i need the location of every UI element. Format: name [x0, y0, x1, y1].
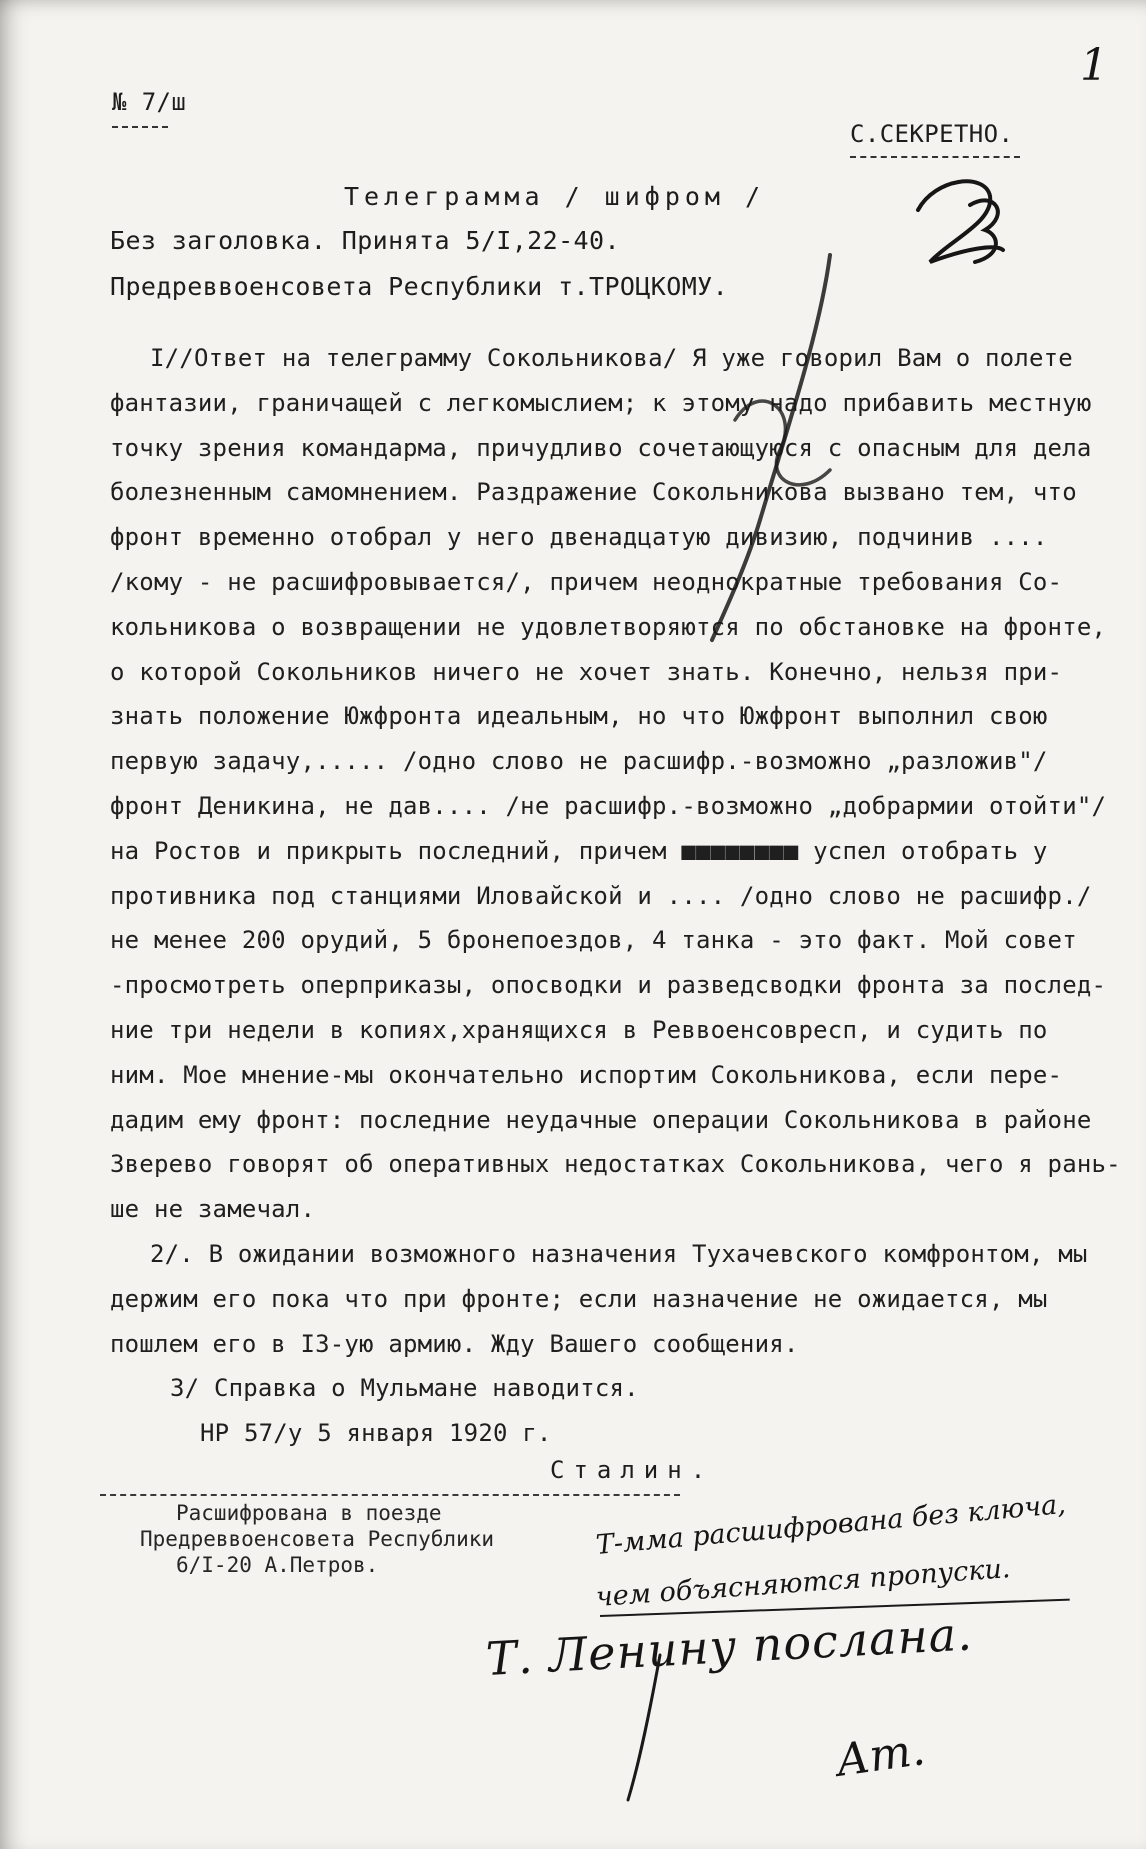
classification-underline — [850, 156, 1020, 158]
accepted-line: Без заголовка. Принята 5/I,22-40. — [110, 226, 620, 255]
body-line: противника под станциями Иловайской и .... /одно слово не расшифр./ — [110, 881, 1092, 910]
addressee-line: Предреввоенсовета Республики т.ТРОЦКОМУ. — [110, 272, 729, 301]
body-line: держим его пока что при фронте; если назначение не ожидается, мы — [110, 1284, 1048, 1313]
body-line: точку зрения командарма, причудливо сочетающуюся с опасным для дела — [110, 433, 1092, 462]
handwritten-note-line: чем объясняются пропуски. — [594, 1553, 1012, 1613]
decoded-note-line: Расшифрована в поезде — [176, 1501, 442, 1525]
body-line: ние три недели в копиях,хранящихся в Реввоенсовресп, и судить по — [110, 1015, 1048, 1044]
body-line: пошлем его в I3-ую армию. Жду Вашего сообщения. — [110, 1329, 799, 1358]
handwritten-sent-note: Т. Ленину послана. — [484, 1606, 974, 1686]
document-number: № 7/ш — [112, 88, 187, 116]
body-line: знать положение Южфронта идеальным, но что Южфронт выполнил свою — [110, 702, 1048, 731]
body-line: ним. Мое мнение-мы окончательно испортим Сокольникова, если пере- — [110, 1060, 1063, 1089]
body-line: Зверево говорят об оперативных недостатках Сокольникова, чего я рань- — [110, 1150, 1121, 1179]
body-line: -просмотреть оперприказы, опосводки и разведсводки фронта за послед- — [110, 971, 1107, 1000]
body-line: кольникова о возвращении не удовлетворяются по обстановке на фронте, — [110, 612, 1107, 641]
page-number: 1 — [1080, 40, 1108, 91]
body-line: 3/ Справка о Мульмане наводится. — [170, 1374, 639, 1403]
decoded-note — [140, 1500, 494, 1578]
body-line: на Ростов и прикрыть последний, причем ■■■■■■■■ успел отобрать у — [110, 836, 1048, 865]
body-line: НР 57/у 5 января 1920 г. — [200, 1419, 552, 1448]
handwritten-25-mark — [918, 181, 1003, 262]
handwritten-initials: Ат. — [832, 1724, 929, 1787]
body-line: фронт временно отобрал у него двенадцатую дивизию, подчинив .... — [110, 523, 1048, 552]
body-line: не менее 200 орудий, 5 бронепоездов, 4 танка - это факт. Мой совет — [110, 926, 1077, 955]
telegram-body — [110, 336, 1121, 1456]
decoded-note-line: 6/I-20 А.Петров. — [176, 1553, 379, 1577]
body-line: болезненным самомнением. Раздражение Сокольникова вызвано тем, что — [110, 478, 1077, 507]
handwritten-note-line: Т-мма расшифрована без ключа, — [594, 1488, 1067, 1561]
body-line: фронт Деникина, не дав.... /не расшифр.-возможно „добрармии отойти"/ — [110, 791, 1107, 820]
body-line: ше не замечал. — [110, 1195, 316, 1224]
body-line: фантазии, граничащей с легкомыслием; к этому надо прибавить местную — [110, 388, 1092, 417]
body-line: о которой Сокольников ничего не хочет знать. Конечно, нельзя при- — [110, 657, 1063, 686]
signature-separator — [100, 1494, 680, 1496]
document-title: Телеграмма / шифром / — [344, 182, 766, 211]
body-line: дадим ему фронт: последние неудачные операции Сокольникова в районе — [110, 1105, 1092, 1134]
body-line: /кому - не расшифровывается/, причем неоднократные требования Со- — [110, 567, 1063, 596]
typed-signature: Сталин. — [550, 1456, 715, 1484]
body-line: 2/. В ожидании возможного назначения Тухачевского комфронтом, мы — [150, 1239, 1088, 1268]
classification-stamp: С.СЕКРЕТНО. — [850, 120, 1014, 148]
body-line: первую задачу,..... /одно слово не расшифр.-возможно „разложив"/ — [110, 747, 1048, 776]
document-number-underline — [112, 126, 168, 128]
body-line: I//Ответ на телеграмму Сокольникова/ Я уже говорил Вам о полете — [150, 344, 1073, 372]
decoded-note-line: Предреввоенсовета Республики — [140, 1527, 495, 1551]
